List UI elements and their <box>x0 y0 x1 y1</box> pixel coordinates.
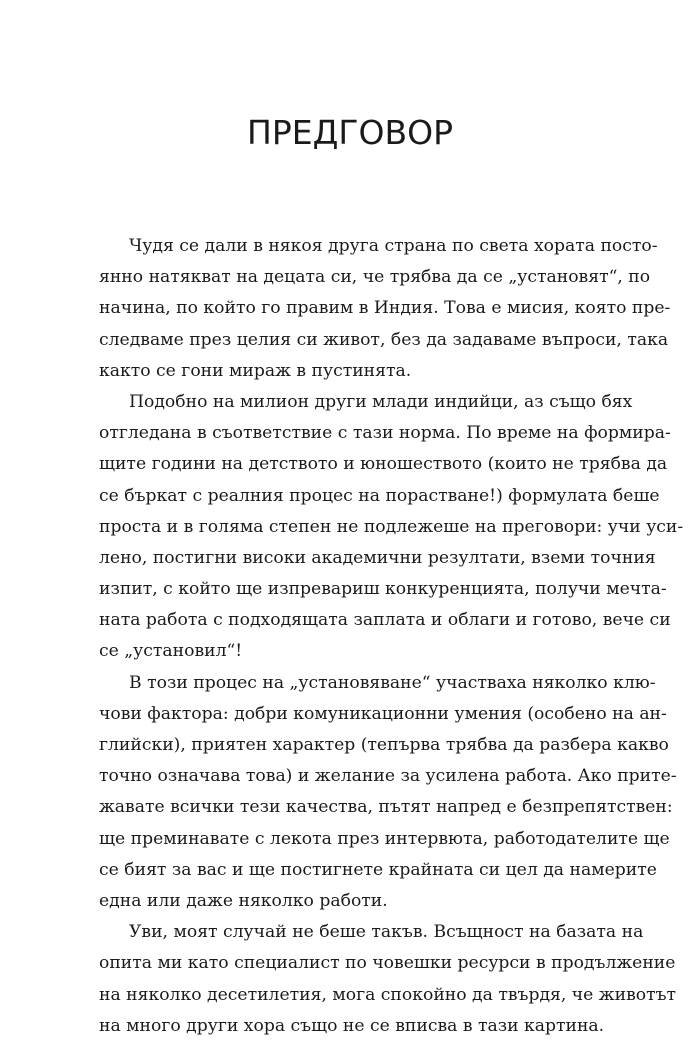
text-line: на няколко десетилетия, мога спокойно да твърдя, че животът <box>99 984 677 1005</box>
paragraph <box>99 387 684 668</box>
text-line: се бъркат с реалния процес на порастване!) формулата беше <box>99 485 660 506</box>
chapter-title: ПРЕДГОВОР <box>247 113 453 152</box>
text-line: лено, постигни високи академични резултати, вземи точния <box>99 547 656 568</box>
text-line: жавате всички тези качества, пътят напред е безпрепятствен: <box>99 797 673 818</box>
text-line: Подобно на милион други млади индийци, аз също бях <box>129 391 633 412</box>
text-line: както се гони мираж в пустинята. <box>99 360 412 381</box>
text-line: проста и в голяма степен не подлежеше на преговори: учи уси- <box>99 516 684 537</box>
text-line: глийски), приятен характер (тепърва трябва да разбера какво <box>99 735 669 755</box>
text-line: изпит, с който ще изпревариш конкуренцията, получи мечта- <box>99 579 667 600</box>
text-line: ще преминавате с лекота през интервюта, работодателите ще <box>99 828 670 849</box>
text-line: Чудя се дали в някоя друга страна по света хората посто- <box>129 236 658 256</box>
text-line: отгледана в съответствие с тази норма. По време на формира- <box>99 423 671 444</box>
text-line: В този процес на „установяване“ участваха няколко клю- <box>129 672 656 693</box>
text-line: начина, по който го правим в Индия. Това е мисия, която пре- <box>99 298 671 319</box>
text-line: точно означава това) и желание за усилена работа. Ако прите- <box>99 766 677 787</box>
text-line: се бият за вас и ще постигнете крайната си цел да намерите <box>99 859 657 880</box>
text-line: ната работа с подходящата заплата и облаги и готово, вече си <box>99 610 671 631</box>
paragraph <box>99 231 671 387</box>
text-line: щите години на детството и юношеството (които не трябва да <box>99 454 668 475</box>
paragraph <box>99 917 677 1042</box>
text-line: на много други хора също не се вписва в тази картина. <box>99 1015 605 1036</box>
text-line: една или даже няколко работи. <box>99 890 388 911</box>
text-line: чови фактора: добри комуникационни умения (особено на ан- <box>99 703 667 724</box>
body-text <box>99 231 684 1042</box>
text-line: опита ми като специалист по човешки ресурси в продължение <box>99 953 676 974</box>
text-line: Уви, моят случай не беше такъв. Всъщност на базата на <box>129 922 644 943</box>
text-line: янно натякват на децата си, че трябва да се „установят“, по <box>99 267 651 288</box>
paragraph <box>99 668 677 918</box>
text-line: следваме през целия си живот, без да задаваме въпроси, така <box>99 329 669 350</box>
text-line: се „установил“! <box>99 641 243 662</box>
